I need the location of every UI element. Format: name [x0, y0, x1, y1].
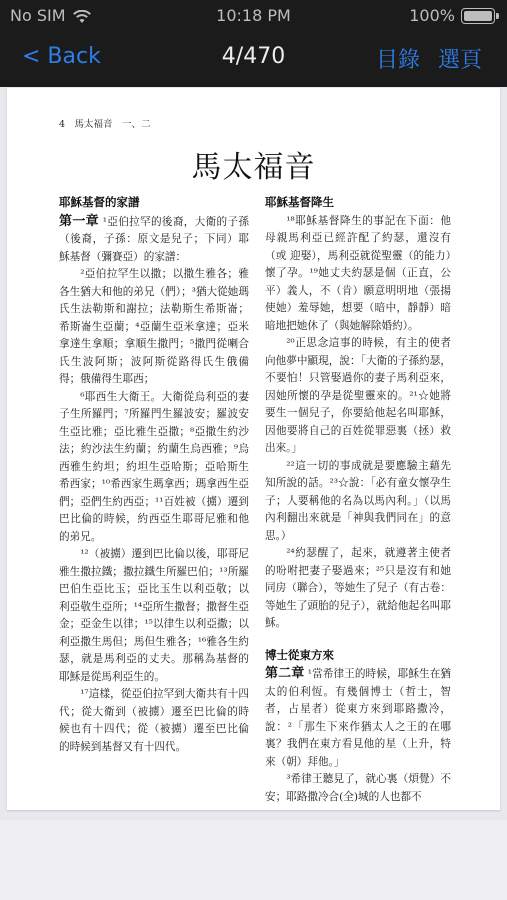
carrier-label: No SIM: [10, 6, 66, 25]
back-button[interactable]: < Back: [22, 44, 101, 69]
battery-icon: [461, 8, 495, 24]
status-bar: [0, 0, 507, 32]
verse-paragraph: ²⁰正思念這事的時候，有主的使者向他夢中顯現，說：「大衛的子孫約瑟，不要怕！只管娶過你的妻子馬利亞來，因她所懷的孕是從聖靈來的。²¹☆她將要生一個兒子，你要給他起名叫耶穌，因他要將自己的百姓從罪惡裏（拯）救出來。」: [265, 337, 451, 454]
status-time: 10:18 PM: [216, 6, 291, 25]
section-heading: 耶穌基督降生: [265, 195, 334, 209]
battery-percentage: 100%: [409, 6, 455, 25]
section-heading: 博士從東方來: [265, 647, 334, 662]
verse-paragraph: ³希律王聽見了，就心裏（煩覺）不安；耶路撒冷合(全)城的人也都不: [265, 773, 451, 803]
verse-paragraph: ¹²（被擄）遷到巴比倫以後，耶哥尼雅生撒拉鐵；撒拉鐵生所羅巴伯；¹³所羅巴伯生亞比玉；亞比玉生以利亞敬；以利亞敬生亞所；¹⁴亞所生撒督；撒督生亞金；亞金生以律；¹⁵以律生以利亞撒；以利亞撒生馬但；馬但生雅各；¹⁶雅各生約瑟，就是馬利亞的丈夫。那稱為基督的耶穌是從馬利亞生的。: [59, 548, 249, 683]
chapter-opening: [59, 213, 249, 267]
book-title: 馬太福音: [191, 150, 316, 185]
page-indicator: 4/470: [221, 44, 286, 69]
verse-paragraph: ¹亞伯拉罕的後裔，大衛的子孫（後裔，子孫：原文是兒子；下同）耶穌基督（彌賽亞）的家譜：: [59, 215, 249, 263]
navigation-bar: [0, 36, 507, 82]
table-of-contents-button[interactable]: 目錄: [376, 48, 421, 73]
verse-paragraph: ⁶耶西生大衛王。大衛從烏利亞的妻子生所羅門；⁷所羅門生羅波安；羅波安生亞比雅；亞比雅生亞撒；⁸亞撒生約沙法；約沙法生約蘭；約蘭生烏西雅；⁹烏西雅生約坦；約坦生亞哈斯；亞哈斯生希西家；¹⁰希西家生瑪拿西；瑪拿西生亞們；亞們生約西亞；¹¹百姓被（擄）遷到巴比倫的時候，約西亞生耶哥尼雅和他的弟兄。: [59, 390, 249, 543]
verse-paragraph: ¹⁸耶穌基督降生的事記在下面：他母親馬利亞已經許配了約瑟，還沒有（或 迎娶），馬利亞就從聖靈（的能力）懷了孕。¹⁹她丈夫約瑟是個（正直，公平）義人，不（肯）願意明明地（張揚使她）羞辱她，想要（暗中，靜靜）暗暗地把她休了（與她解除婚約）。: [265, 214, 451, 332]
chapter-label: 第一章: [59, 213, 99, 229]
right-column: [265, 194, 451, 806]
book-page[interactable]: [7, 88, 500, 810]
section-heading: 耶穌基督的家譜: [59, 195, 140, 209]
verse-paragraph: ²⁴約瑟醒了，起來，就遵著主使者的吩咐把妻子娶過來；²⁵只是沒有和她同房（聯合），等她生了兒子（有古卷：等她生了頭胎的兒子），就給他起名叫耶穌。: [265, 547, 451, 629]
top-bar: [0, 0, 507, 87]
verse-paragraph: ²²這一切的事成就是要應驗主藉先知所說的話。²³☆說：「必有童女懷孕生子；人要稱他的名為以馬內利。」（以馬內利翻出來就是「神與我們同在」的意思。）: [265, 459, 451, 542]
left-column: [59, 194, 249, 756]
running-header: 4 馬太福音 一、二: [59, 119, 151, 130]
chapter-label: 第二章: [265, 666, 305, 681]
select-page-button[interactable]: 選頁: [438, 48, 483, 73]
verse-paragraph: ¹當希律王的時候，耶穌生在猶太的伯利恆。有幾個博士（哲士，智者，占星者）從東方來到耶路撒冷，說：²「那生下來作猶太人之王的在哪裏？我們在東方看見他的星（上升，特來（朝）拜他。」: [265, 668, 451, 768]
bottom-area: [0, 820, 507, 900]
verse-paragraph: ²亞伯拉罕生以撒；以撒生雅各；雅各生猶大和他的弟兄（們）；³猶大從她瑪氏生法勒斯和謝拉；法勒斯生希斯崙；希斯崙生亞蘭；⁴亞蘭生亞米拿達；亞米拿達生拿順；拿順生撒門；⁵撒門從喇合氏生波阿斯；波阿斯從路得氏生俄備得；俄備得生耶西；: [59, 268, 249, 385]
verse-paragraph: ¹⁷這樣，從亞伯拉罕到大衛共有十四代；從大衛到（被擄）遷至巴比倫的時候也有十四代；從（被擄）遷至巴比倫的時候到基督又有十四代。: [59, 688, 249, 753]
chapter-opening: [265, 665, 451, 771]
